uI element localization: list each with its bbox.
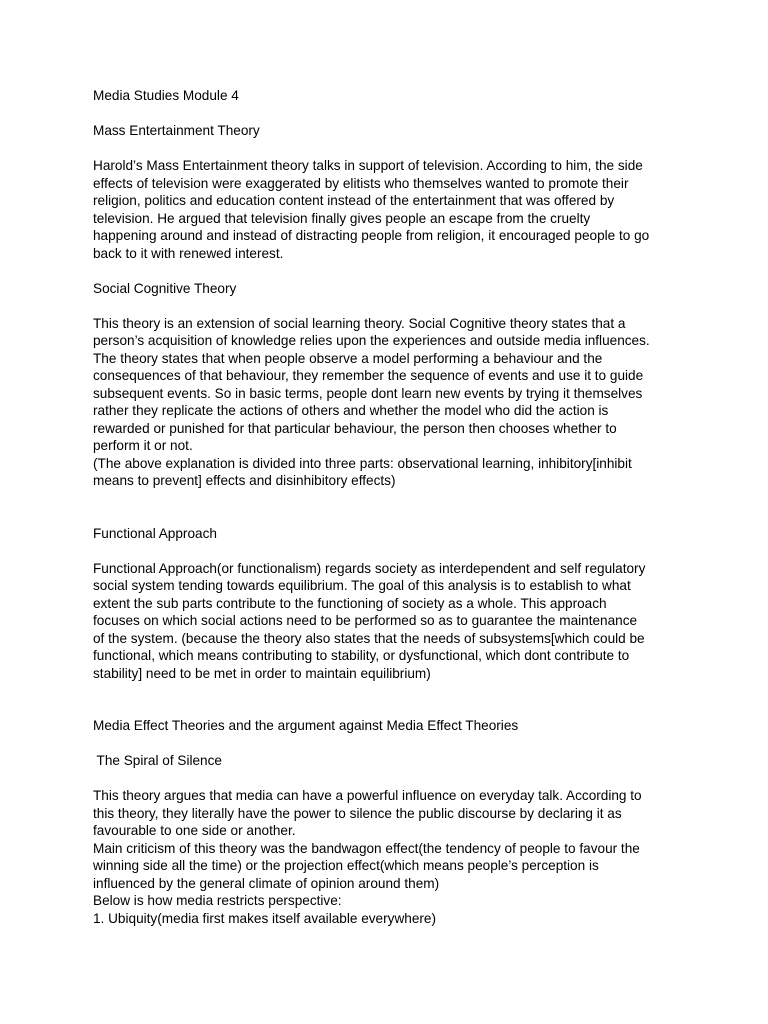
spiral-of-silence-paragraph [93, 787, 683, 927]
spacer [93, 490, 683, 508]
paragraph-line: rewarded or punished for that particular behaviour, the person then chooses whether to [93, 420, 617, 436]
paragraph-line: social system tending towards equilibrium. The goal of this analysis is to establish to what [93, 578, 631, 593]
paragraph-line: extent the sub parts contribute to the functioning of society as a whole. This approach [93, 595, 607, 611]
spacer [93, 297, 683, 315]
paragraph-line: rather they replicate the actions of others and whether the model who did the action is [93, 403, 609, 418]
paragraph-line: of the system. (because the theory also states that the needs of subsystems[which could be [93, 630, 645, 646]
paragraph-line: This theory argues that media can have a powerful influence on everyday talk. According to [93, 788, 642, 803]
spacer [93, 735, 683, 753]
mass-entertainment-paragraph [93, 157, 683, 262]
paragraph-line: subsequent events. So in basic terms, people dont learn new events by trying it themselves [93, 385, 643, 401]
functional-approach-paragraph [93, 560, 683, 683]
spacer [93, 140, 683, 158]
paragraph-line: Below is how media restricts perspective: [93, 893, 342, 908]
paragraph-line: this theory, they literally have the power to silence the public discourse by declaring it as [93, 805, 622, 821]
paragraph-line: Harold’s Mass Entertainment theory talks in support of television. According to him, the side [93, 158, 643, 173]
document-title: Media Studies Module 4 [93, 88, 239, 103]
paragraph-line: effects of television were exaggerated by elitists who themselves wanted to promote their [93, 175, 629, 191]
social-cognitive-heading: Social Cognitive Theory [93, 280, 237, 296]
paragraph-line: stability] need to be met in order to maintain equilibrium) [93, 665, 431, 681]
paragraph-line: perform it or not. [93, 438, 193, 453]
paragraph-line: The theory states that when people observe a model performing a behaviour and the [93, 350, 603, 366]
paragraph-line: favourable to one side or another. [93, 823, 296, 838]
paragraph-line: winning side all the time) or the projection effect(which means people’s perception is [93, 858, 599, 873]
paragraph-line: This theory is an extension of social learning theory. Social Cognitive theory states that a [93, 315, 626, 331]
paragraph-line: functional, which means contributing to stability, or dysfunctional, which dont contribute to [93, 648, 630, 663]
paragraph-line: person’s acquisition of knowledge relies upon the experiences and outside media influences. [93, 333, 650, 348]
paragraph-line: consequences of that behaviour, they remember the sequence of events and use it to guide [93, 368, 644, 383]
spacer [93, 700, 683, 718]
paragraph-line: (The above explanation is divided into three parts: observational learning, inhibitory[inhibit [93, 455, 632, 471]
spacer [93, 770, 683, 788]
social-cognitive-paragraph [93, 315, 683, 490]
list-item: 1. Ubiquity(media first makes itself available everywhere) [93, 910, 436, 926]
paragraph-line: means to prevent] effects and disinhibitory effects) [93, 473, 396, 488]
paragraph-line: influenced by the general climate of opinion around them) [93, 875, 440, 891]
spacer [93, 507, 683, 525]
spacer [93, 105, 683, 123]
spacer [93, 542, 683, 560]
document-page [93, 87, 683, 927]
functional-approach-heading: Functional Approach [93, 525, 217, 541]
paragraph-line: happening around and instead of distracting people from religion, it encouraged people to go [93, 228, 650, 243]
spacer [93, 262, 683, 280]
paragraph-line: back to it with renewed interest. [93, 245, 284, 261]
mass-entertainment-heading: Mass Entertainment Theory [93, 123, 260, 138]
spiral-of-silence-heading: The Spiral of Silence [93, 753, 222, 768]
paragraph-line: television. He argued that television finally gives people an escape from the cruelty [93, 210, 591, 226]
spacer [93, 682, 683, 700]
paragraph-line: focuses on which social actions need to be performed so as to guarantee the maintenance [93, 613, 638, 628]
media-effect-heading: Media Effect Theories and the argument against Media Effect Theories [93, 718, 519, 733]
paragraph-line: Main criticism of this theory was the bandwagon effect(the tendency of people to favour the [93, 840, 640, 856]
paragraph-line: Functional Approach(or functionalism) regards society as interdependent and self regulatory [93, 560, 646, 576]
paragraph-line: religion, politics and education content instead of the entertainment that was offered by [93, 193, 615, 208]
